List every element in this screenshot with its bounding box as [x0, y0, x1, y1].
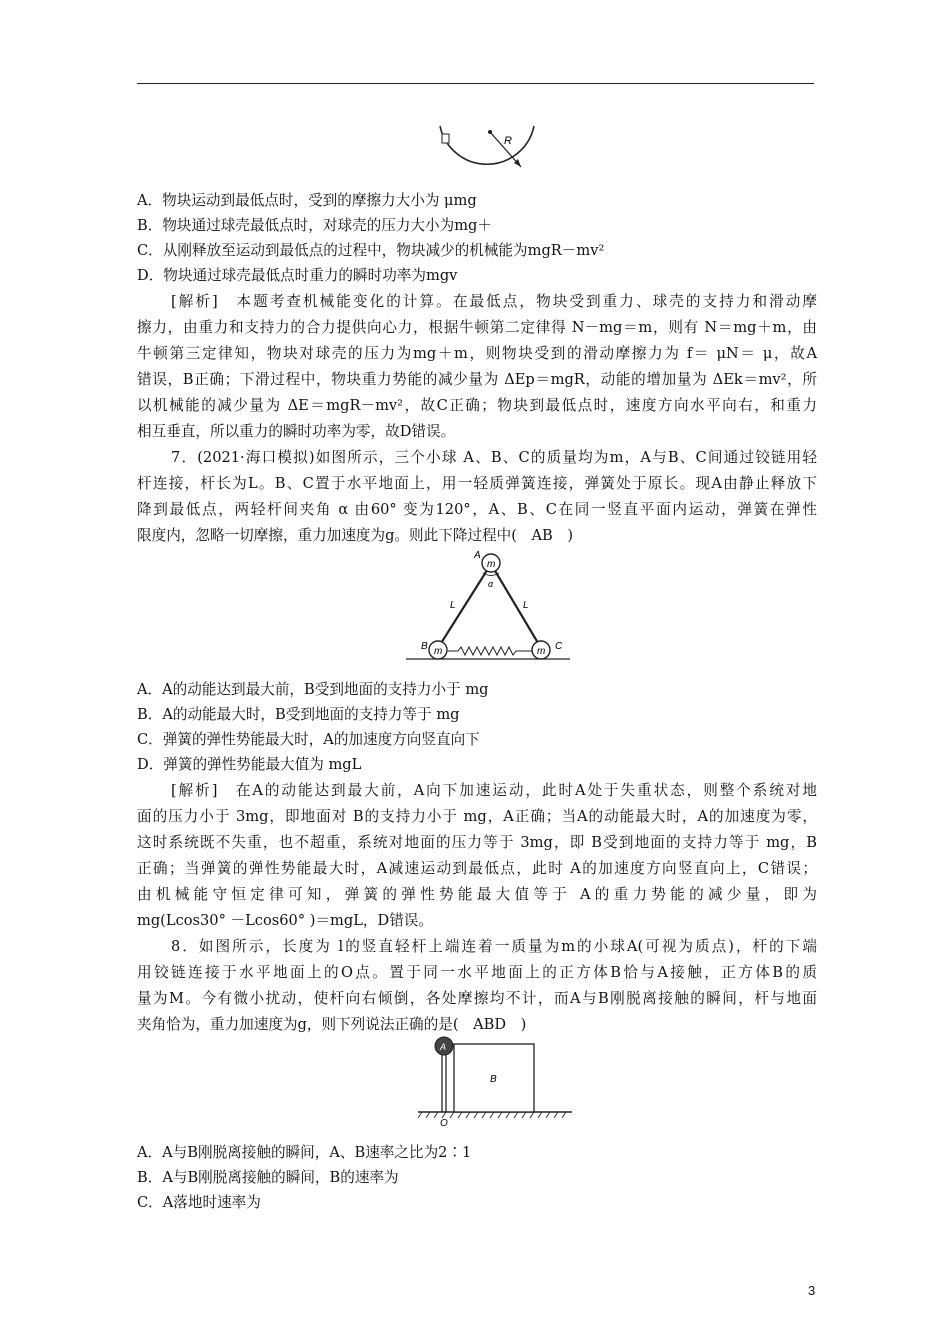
q7-option-d: D．弹簧的弹性势能最大值为 mgL — [137, 756, 362, 773]
q7-analysis-line: 面的压力小于 3mg，即地面对 B的支持力小于 mg，A正确；当A的动能最大时，A的加速度为零， — [137, 808, 817, 825]
label-o: O — [440, 1118, 448, 1128]
q6-analysis-line: 牛顿第三定律知，物块对球壳的压力为mg＋m，则物块受到的滑动摩擦力为 f＝ μN＝ μ，故A — [137, 345, 817, 362]
q7-stem-line: 降到最低点，两轻杆间夹角 α 由60° 变为120°，A、B、C在同一竖直平面内运动，弹簧在弹性 — [137, 501, 817, 518]
q8-stem-line: 量为M。今有微小扰动，使杆向右倾倒，各处摩擦均不计，而A与B刚脱离接触的瞬间，杆与地面 — [137, 990, 817, 1007]
rod-cube-figure — [416, 1034, 574, 1128]
q7-option-b: B．A的动能最大时，B受到地面的支持力等于 mg — [137, 706, 460, 723]
q7-stem-line: 杆连接，杆长为L。B、C置于水平地面上，用一轻质弹簧连接，弹簧处于原长。现A由静止释放下 — [137, 475, 817, 492]
q6-option-b: B．物块通过球壳最低点时，对球壳的压力大小为mg＋ — [137, 217, 492, 234]
label-a: A — [474, 550, 481, 561]
rod-label-right: L — [523, 600, 529, 611]
q8-stem-line: 用铰链连接于水平地面上的O点。置于同一水平地面上的正方体B恰与A接触，正方体B的质 — [137, 964, 817, 981]
q6-analysis-line: 以机械能的减少量为 ΔE＝mgR－mv²，故C正确；物块到最低点时，速度方向水平向右，和重力 — [137, 397, 817, 414]
q8-option-b: B．A与B刚脱离接触的瞬间，B的速率为 — [137, 1169, 399, 1186]
header-rule — [137, 83, 814, 84]
q6-option-a: A．物块运动到最低点时，受到的摩擦力大小为 μmg — [137, 192, 477, 209]
triangle-rods-figure — [400, 546, 575, 664]
q7-analysis-line: [解析] 在A的动能达到最大前，A向下加速运动，此时A处于失重状态，则整个系统对地 — [171, 782, 817, 799]
mass-label-b: m — [434, 646, 443, 657]
q6-analysis-line: 擦力，由重力和支持力的合力提供向心力，根据牛顿第二定律得 N－mg＝m，则有 N＝mg＋m，由 — [137, 319, 817, 336]
q8-stem-line: 夹角恰为，重力加速度为g，则下列说法正确的是( ABD ) — [137, 1016, 527, 1033]
q8-stem-line: 8．如图所示，长度为 l的竖直轻杆上端连着一质量为m的小球A(可视为质点)，杆的下端 — [171, 938, 817, 955]
q6-option-d: D．物块通过球壳最低点时重力的瞬时功率为mgv — [137, 267, 458, 284]
rod-right — [491, 564, 541, 648]
block — [442, 134, 449, 143]
page-number: 3 — [808, 1283, 816, 1298]
q7-option-c: C．弹簧的弹性势能最大时，A的加速度方向竖直向下 — [137, 731, 480, 748]
label-a: A — [440, 1042, 447, 1052]
q6-analysis-line: 相互垂直，所以重力的瞬时功率为零，故D错误。 — [137, 423, 456, 440]
label-c: C — [555, 641, 563, 652]
q8-option-c: C．A落地时速率为 — [137, 1194, 261, 1211]
rod-left — [438, 564, 491, 648]
spring — [448, 647, 532, 655]
q7-stem-line: 7．(2021·海口模拟)如图所示，三个小球 A、B、C的质量均为m，A与B、C间通过铰链用轻 — [171, 449, 817, 466]
label-b: B — [421, 641, 428, 652]
q7-analysis-line: mg(Lcos30° －Lcos60° )＝mgL，D错误。 — [137, 912, 433, 929]
q7-analysis-line: 由机械能守恒定律可知，弹簧的弹性势能最大值等于 A的重力势能的减少量，即为 — [137, 886, 817, 903]
q7-option-a: A．A的动能达到最大前，B受到地面的支持力小于 mg — [137, 681, 489, 698]
label-b: B — [490, 1074, 497, 1085]
mass-label-c: m — [537, 646, 546, 657]
angle-label: α — [488, 579, 494, 589]
q6-analysis-line: 错误，B正确；下滑过程中，物块重力势能的减少量为 ΔEp＝mgR，动能的增加量为 ΔEk＝mv²，所 — [137, 371, 817, 388]
q7-analysis-line: 这时系统既不失重，也不超重，系统对地面的压力等于 3mg，即 B受到地面的支持力等于 mg，B — [137, 834, 817, 851]
shell-arc — [440, 126, 534, 164]
rod-label-left: L — [450, 600, 456, 611]
mass-label-a: m — [487, 559, 496, 570]
q6-option-c: C．从刚释放至运动到最低点的过程中，物块减少的机械能为mgR－mv² — [137, 242, 605, 259]
q7-stem-line: 限度内，忽略一切摩擦，重力加速度为g。则此下降过程中( AB ) — [137, 527, 574, 544]
radius-label: R — [504, 135, 512, 147]
q8-option-a: A．A与B刚脱离接触的瞬间，A、B速率之比为2∶1 — [137, 1144, 472, 1161]
q7-analysis-line: 正确；当弹簧的弹性势能最大时，A减速运动到最低点，此时 A的加速度方向竖直向上，C错误； — [137, 860, 817, 877]
q6-analysis-line: [解析] 本题考查机械能变化的计算。在最低点，物块受到重力、球壳的支持力和滑动摩 — [171, 293, 817, 310]
